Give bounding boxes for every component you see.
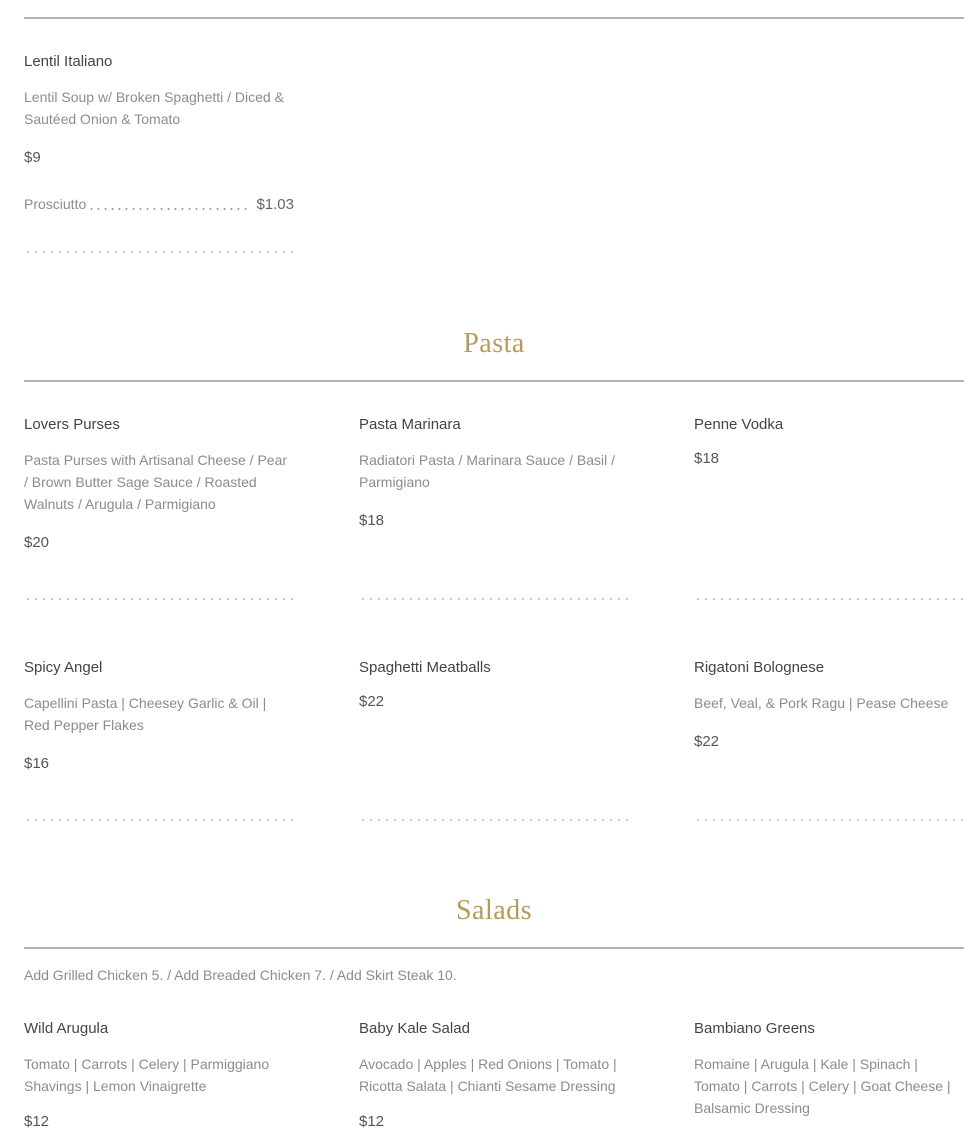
menu-item-description: Capellini Pasta | Cheesey Garlic & Oil | Red Pepper Flakes: [24, 695, 267, 733]
menu-item-name: Spicy Angel: [24, 659, 103, 676]
menu-item-price: $18: [359, 512, 385, 529]
dotted-separator: [24, 598, 294, 600]
menu-item-name: Lovers Purses: [24, 416, 120, 433]
section-title-pasta: Pasta: [463, 328, 525, 359]
dotted-separator: [24, 819, 294, 821]
menu-item-price: $18: [694, 450, 720, 467]
menu-item-name: Wild Arugula: [24, 1020, 109, 1037]
addon-row: [24, 196, 294, 216]
salads-addon-note: Add Grilled Chicken 5. / Add Breaded Chicken 7. / Add Skirt Steak 10.: [24, 967, 457, 983]
menu-item-price: $12: [24, 1113, 50, 1130]
menu-item-description: Tomato | Carrots | Celery | Parmiggiano Shavings | Lemon Vinaigrette: [24, 1056, 270, 1094]
menu-item-description: Beef, Veal, & Pork Ragu | Pease Cheese: [694, 695, 949, 711]
menu-item-price: $12: [359, 1113, 385, 1130]
menu-item-description: Radiatori Pasta / Marinara Sauce / Basil / Parmigiano: [359, 452, 616, 490]
menu-item-name: Bambiano Greens: [694, 1020, 815, 1037]
menu-item-description: Avocado | Apples | Red Onions | Tomato | Ricotta Salata | Chianti Sesame Dressing: [359, 1056, 617, 1094]
addon-price: $1.03: [256, 196, 294, 213]
menu-item-name: Lentil Italiano: [24, 53, 113, 70]
menu-item-name: Baby Kale Salad: [359, 1020, 470, 1037]
dotted-leader: [88, 208, 248, 210]
menu-item-name: Spaghetti Meatballs: [359, 659, 491, 676]
menu-item-price: $22: [694, 733, 720, 750]
salads-divider: [24, 947, 964, 949]
menu-item-description: Pasta Purses with Artisanal Cheese / Pear / Brown Butter Sage Sauce / Roasted Walnuts / Arugula / Parmigiano: [24, 452, 288, 512]
menu-item-description: Lentil Soup w/ Broken Spaghetti / Diced & Sautéed Onion & Tomato: [24, 89, 284, 127]
menu-item-price: $9: [24, 149, 41, 166]
menu-item-name: Pasta Marinara: [359, 416, 461, 433]
pasta-divider: [24, 380, 964, 382]
menu-item-price: $20: [24, 534, 50, 551]
section-title-salads: Salads: [455, 895, 533, 926]
menu-item-price: $22: [359, 693, 385, 710]
top-divider: [24, 17, 964, 19]
menu-item-name: Rigatoni Bolognese: [694, 659, 825, 676]
dotted-separator: [359, 598, 629, 600]
dotted-separator: [359, 819, 629, 821]
dotted-separator: [694, 598, 964, 600]
addon-label: Prosciutto: [24, 196, 87, 212]
menu-item-description: Romaine | Arugula | Kale | Spinach | Tomato | Carrots | Celery | Goat Cheese | Balsamic Dressing: [694, 1056, 951, 1116]
menu-item-name: Penne Vodka: [694, 416, 784, 433]
dotted-separator: [694, 819, 964, 821]
menu-item-price: $16: [24, 755, 50, 772]
dotted-separator: [24, 251, 294, 253]
